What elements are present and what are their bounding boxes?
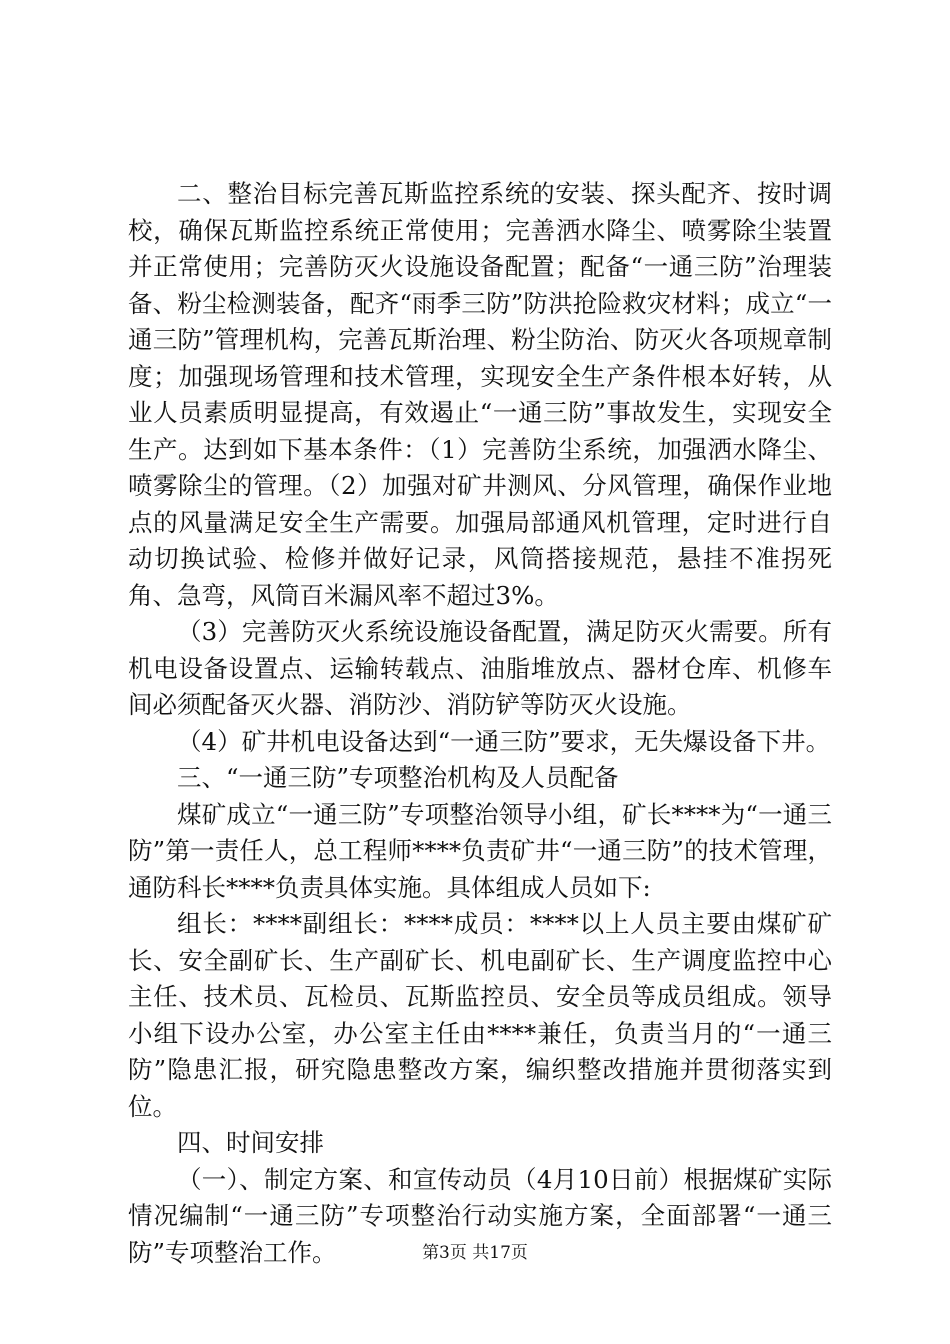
paragraph-schedule-step-1: （一）、制定方案、和宣传动员（4月10日前）根据煤矿实际情况编制“一通三防”专项整治行动实施方案，全面部署“一通三防”专项整治工作。 (128, 1164, 832, 1267)
paragraph-leadership-group: 煤矿成立“一通三防”专项整治领导小组，矿长****为“一通三防”第一责任人，总工程师****负责矿井“一通三防”的技术管理，通防科长****负责具体实施。具体组成人员如下: (128, 799, 832, 902)
paragraph-members: 组长：****副组长：****成员：****以上人员主要由煤矿矿长、安全副矿长、生产副矿长、机电副矿长、生产调度监控中心主任、技术员、瓦检员、瓦斯监控员、安全员等成员组成。领导小组下设办公室，办公室主任由****兼任，负责当月的“一通三防”隐患汇报，研究隐患整改方案，编织整改措施并贯彻落实到位。 (128, 909, 832, 1121)
section-heading-organization: 三、“一通三防”专项整治机构及人员配备 (177, 763, 619, 792)
section-heading-schedule: 四、时间安排 (177, 1128, 324, 1157)
paragraph-item-3: （3）完善防灭火系统设施设备配置，满足防灭火需要。所有机电设备设置点、运输转载点、油脂堆放点、器材仓库、机修车间必须配备灭火器、消防沙、消防铲等防灭火设施。 (128, 617, 832, 719)
paragraph-item-4: （4）矿井机电设备达到“一通三防”要求，无失爆设备下井。 (177, 726, 831, 756)
page-number-footer: 第3页 共17页 (422, 1243, 528, 1263)
document-body (128, 176, 832, 1271)
paragraph-goals: 二、整治目标完善瓦斯监控系统的安装、探头配齐、按时调校，确保瓦斯监控系统正常使用；完善洒水降尘、喷雾除尘装置并正常使用；完善防灭火设施设备配置；配备“一通三防”治理装备、粉尘检测装备，配齐“雨季三防”防洪抢险救灾材料；成立“一通三防”管理机构，完善瓦斯治理、粉尘防治、防灭火各项规章制度；加强现场管理和技术管理，实现安全生产条件根本好转，从业人员素质明显提高，有效遏止“一通三防”事故发生，实现安全生产。达到如下基本条件：（1）完善防尘系统，加强洒水降尘、喷雾除尘的管理。（2）加强对矿井测风、分风管理，确保作业地点的风量满足安全生产需要。加强局部通风机管理，定时进行自动切换试验、检修并做好记录，风筒搭接规范，悬挂不准拐死角、急弯，风筒百米漏风率不超过3%。 (128, 179, 832, 610)
